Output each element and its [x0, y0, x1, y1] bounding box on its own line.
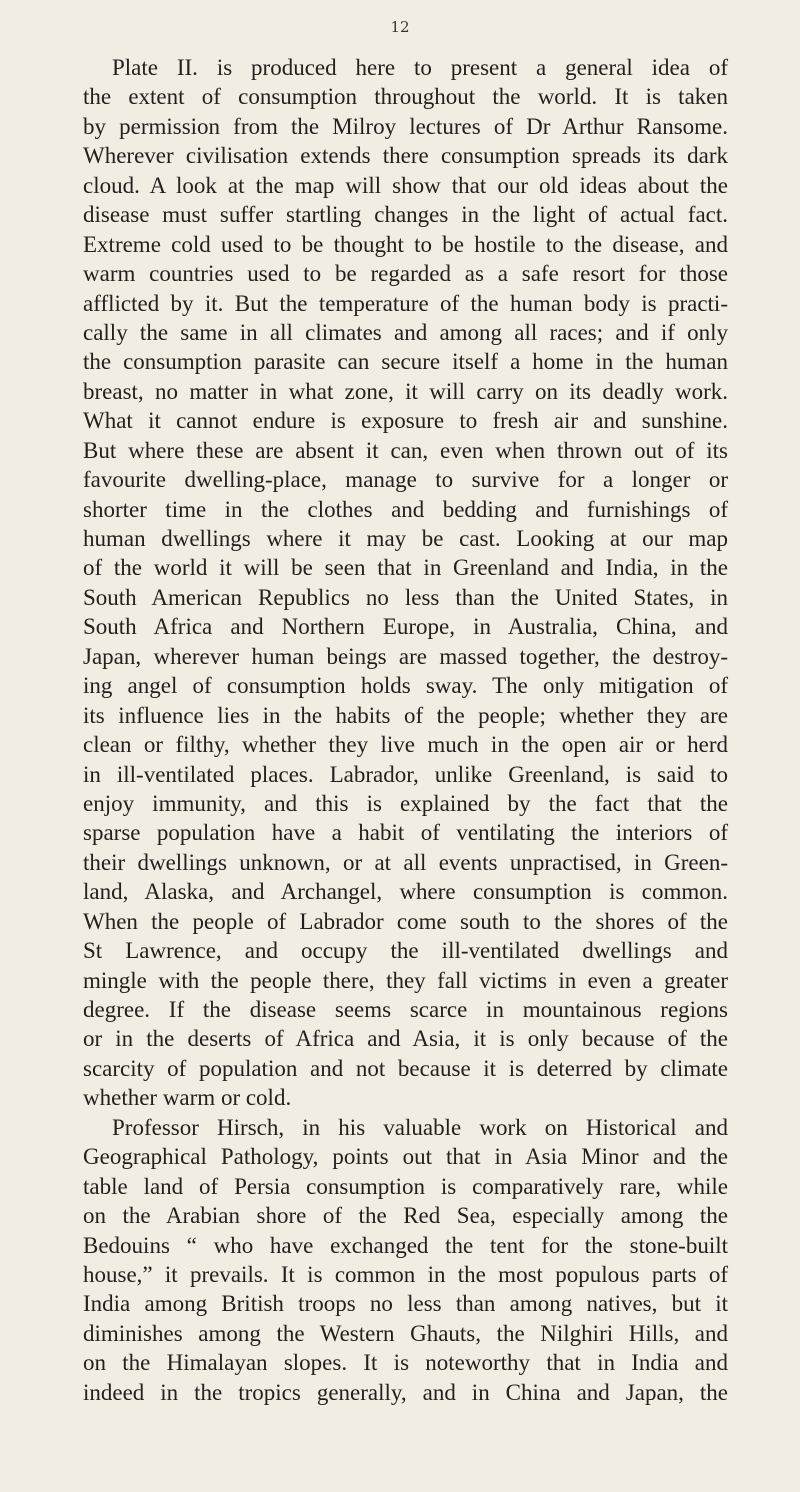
text-line: clean or filthy, whether they live much in the open air or herd — [83, 732, 728, 758]
text-line: human dwellings where it may be cast. Looking at our map — [83, 526, 728, 551]
text-line: table land of Persia consumption is comparatively rare, while — [83, 1173, 728, 1199]
text-line: favourite dwelling-place, manage to survive for a longer or — [83, 467, 728, 493]
text-line: Extreme cold used to be thought to be hostile to the disease, and — [83, 231, 728, 257]
text-line: degree. If the disease seems scarce in mountainous regions — [83, 997, 728, 1022]
paragraph — [83, 1113, 728, 1407]
text-line: South American Republics no less than the United States, in — [83, 584, 728, 610]
text-line: indeed in the tropics generally, and in China and Japan, the — [83, 1379, 728, 1405]
text-line: its influence lies in the habits of the people; whether they are — [83, 702, 728, 728]
text-line: or in the deserts of Africa and Asia, it is only because of the — [83, 1026, 728, 1052]
text-line: Japan, wherever human beings are massed together, the destroy- — [83, 643, 728, 669]
text-line: warm countries used to be regarded as a safe resort for those — [83, 261, 728, 287]
text-line: of the world it will be seen that in Greenland and India, in the — [83, 555, 728, 581]
text-line: When the people of Labrador come south to the shores of the — [83, 908, 728, 934]
text-line: diminishes among the Western Ghauts, the Nilghiri Hills, and — [83, 1320, 728, 1346]
text-line: in ill-ventilated places. Labrador, unlike Greenland, is said to — [83, 761, 728, 787]
text-line: ing angel of consumption holds sway. The only mitigation of — [83, 673, 728, 699]
text-line: afflicted by it. But the temperature of the human body is practi- — [83, 290, 728, 316]
text-line: on the Arabian shore of the Red Sea, especially among the — [83, 1203, 728, 1229]
text-line: shorter time in the clothes and bedding and furnishings of — [83, 496, 728, 522]
text-line: enjoy immunity, and this is explained by the fact that the — [83, 790, 728, 816]
text-line: St Lawrence, and occupy the ill-ventilated dwellings and — [83, 938, 728, 964]
text-line: scarcity of population and not because it is deterred by climate — [83, 1055, 728, 1081]
text-line: their dwellings unknown, or at all events unpractised, in Green- — [83, 849, 728, 875]
text-line: whether warm or cold. — [83, 1085, 292, 1111]
text-line: What it cannot endure is exposure to fresh air and sunshine. — [83, 408, 728, 434]
text-line: the extent of consumption throughout the world. It is taken — [83, 84, 728, 110]
text-line: But where these are absent it can, even when thrown out of its — [83, 437, 728, 463]
text-line: disease must suffer startling changes in the light of actual fact. — [83, 202, 728, 228]
text-line: Bedouins “ who have exchanged the tent for the stone-built — [83, 1232, 728, 1258]
text-line: Geographical Pathology, points out that in Asia Minor and the — [83, 1144, 728, 1170]
text-line: Wherever civilisation extends there consumption spreads its dark — [83, 143, 728, 169]
text-line: sparse population have a habit of ventilating the interiors of — [83, 820, 728, 846]
text-line: India among British troops no less than among natives, but it — [83, 1291, 728, 1317]
text-line: mingle with the people there, they fall victims in even a greater — [83, 967, 728, 993]
text-line: Plate II. is produced here to present a general idea of — [112, 55, 728, 80]
text-line: cally the same in all climates and among all races; and if only — [83, 319, 728, 345]
body-text — [83, 53, 728, 1407]
text-line: land, Alaska, and Archangel, where consumption is common. — [83, 879, 728, 905]
page-number: 12 — [390, 18, 410, 36]
text-line: the consumption parasite can secure itself a home in the human — [83, 349, 728, 375]
text-line: by permission from the Milroy lectures of Dr Arthur Ransome. — [83, 113, 728, 139]
text-line: house,” it prevails. It is common in the most populous parts of — [83, 1261, 728, 1287]
text-line: Professor Hirsch, in his valuable work on Historical and — [112, 1114, 728, 1140]
text-line: breast, no matter in what zone, it will carry on its deadly work. — [83, 378, 728, 404]
text-line: on the Himalayan slopes. It is noteworthy that in India and — [83, 1350, 728, 1376]
paragraph — [83, 53, 728, 1113]
text-line: South Africa and Northern Europe, in Australia, China, and — [83, 614, 728, 640]
text-line: cloud. A look at the map will show that our old ideas about the — [83, 172, 728, 198]
